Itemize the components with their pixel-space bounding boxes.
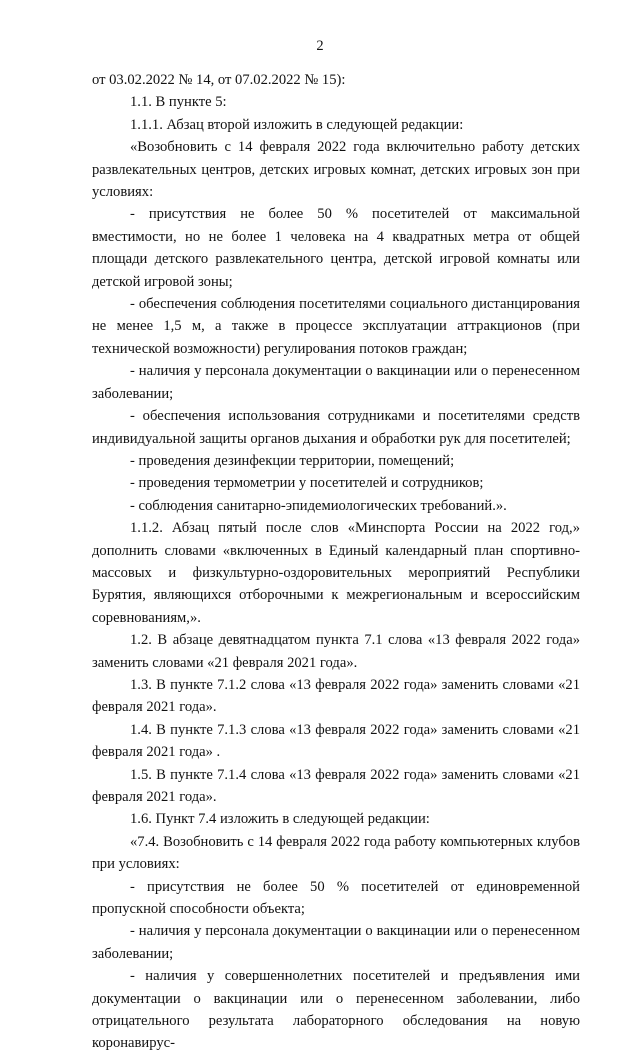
paragraph: 1.1. В пункте 5: <box>130 94 227 111</box>
paragraph: 1.4. В пункте 7.1.3 слова «13 февраля 2022 года» заменить словами «21 февраля 2021 года» . <box>92 721 580 761</box>
paragraph: - проведения термометрии у посетителей и сотрудников; <box>130 475 484 492</box>
paragraph: 1.5. В пункте 7.1.4 слова «13 февраля 2022 года» заменить словами «21 февраля 2021 года». <box>92 766 580 805</box>
paragraph: - соблюдения санитарно-эпидемиологических требований.». <box>130 497 507 514</box>
paragraph: - наличия у персонала документации о вакцинации или о перенесенном заболевании; <box>92 923 580 962</box>
paragraph: - обеспечения использования сотрудниками и посетителями средств индивидуальной защиты органов дыхания и обработки рук для посетителей; <box>92 408 580 447</box>
paragraph: 1.2. В абзаце девятнадцатом пункта 7.1 слова «13 февраля 2022 года» заменить словами «21 февраля 2021 года». <box>92 632 580 671</box>
paragraph: «Возобновить с 14 февраля 2022 года включительно работу детских развлекательных центров, детских игровых комнат, детских игровых зон при условиях: <box>92 139 580 201</box>
page-number: 2 <box>316 38 324 54</box>
paragraph: 1.6. Пункт 7.4 изложить в следующей редакции: <box>130 811 430 828</box>
paragraph: «7.4. Возобновить с 14 февраля 2022 года работу компьютерных клубов при условиях: <box>92 833 580 873</box>
paragraph: - проведения дезинфекции территории, помещений; <box>130 452 455 469</box>
paragraph: - обеспечения соблюдения посетителями социального дистанцирования не менее 1,5 м, а также в процессе эксплуатации аттракционов (при технической возможности) регулирования потоков граждан; <box>92 296 580 357</box>
paragraph: - наличия у персонала документации о вакцинации или о перенесенном заболевании; <box>92 363 580 402</box>
paragraph: - присутствия не более 50 % посетителей от максимальной вместимости, но не более 1 человека на 4 квадратных метра от общей площади детского развлекательного центра, детской игровой комнаты или детской игровой зоны; <box>92 206 580 290</box>
paragraph: 1.3. В пункте 7.1.2 слова «13 февраля 2022 года» заменить словами «21 февраля 2021 года». <box>92 676 580 716</box>
paragraph: - присутствия не более 50 % посетителей от единовременной пропускной способности объекта; <box>92 878 580 918</box>
paragraph: 1.1.2. Абзац пятый после слов «Минспорта России на 2022 год,» дополнить словами «включенных в Единый календарный план спортивно-массовых и физкультурно-оздоровительных мероприятий Республики Бурятия, являющихся отборочными к межрегиональным и всероссийским соревнованиям,». <box>92 520 580 626</box>
paragraph: - наличия у совершеннолетних посетителей и предъявления ими документации о вакцинации или о перенесенном заболевании, либо отрицательного результата лабораторного обследования на новую коронавирус- <box>92 968 580 1052</box>
document-body <box>92 69 580 1055</box>
paragraph: 1.1.1. Абзац второй изложить в следующей редакции: <box>130 116 464 133</box>
paragraph: от 03.02.2022 № 14, от 07.02.2022 № 15): <box>92 72 346 88</box>
